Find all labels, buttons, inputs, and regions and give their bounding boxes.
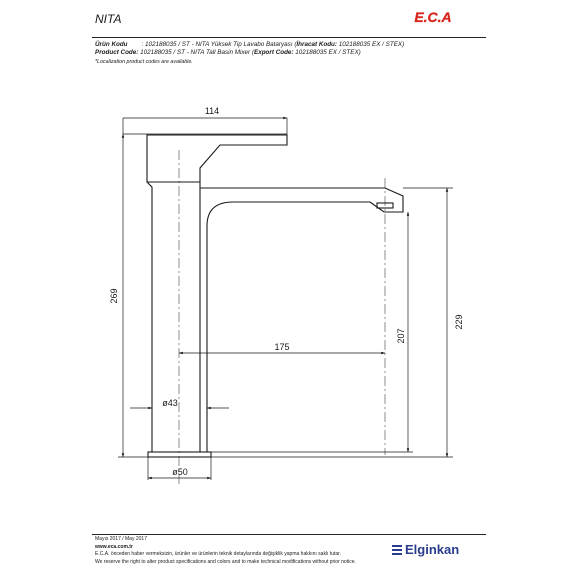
logo-text: E.C.A <box>414 9 452 25</box>
elginkan-brand <box>392 542 459 557</box>
faucet-spout <box>200 188 403 212</box>
footer-divider <box>92 534 486 535</box>
faucet-body <box>147 182 370 452</box>
dim-269-label: 269 <box>109 288 119 304</box>
export-code-en-label: Export Code: <box>254 49 294 57</box>
dim-229-label: 229 <box>454 314 464 330</box>
faucet-base <box>148 452 211 457</box>
export-code-en-value: 102188035 EX / STEX) <box>293 49 361 57</box>
footer-disclaimer-tr: E.C.A. önceden haber vermeksizin, ürünler ve ürünlerin teknik detaylarında değişiklik yapma hakkını saklı tutar. <box>95 551 341 558</box>
dim-43-label: ø43 <box>162 398 178 408</box>
brand-name: Elginkan <box>405 542 460 557</box>
footer-date: Mayıs 2017 / May 2017 <box>95 536 147 542</box>
product-code-en-label: Product Code: <box>95 49 139 57</box>
dim-175-label: 175 <box>274 342 290 352</box>
page-title: NITA <box>95 12 122 26</box>
footer <box>95 536 356 566</box>
dimension-lines <box>118 118 453 480</box>
product-code-tr-value: : 102188035 / ST - NITA Yüksek Tip Lavabo Bataryası ( <box>141 41 297 48</box>
product-code-en-value: 102188035 / ST - NITA Tall Basin Mixer ( <box>138 49 254 57</box>
footer-url[interactable]: www.eca.com.tr <box>95 543 133 550</box>
localization-note: *Localization product codes are available. <box>95 58 193 65</box>
footer-disclaimer-en: We reserve the right to alter product specifications and colors and to make technical modifications without prior notice. <box>95 558 356 565</box>
elginkan-logo-icon <box>392 545 402 555</box>
export-code-tr-value: 102188035 EX / STEX) <box>337 41 405 48</box>
dim-114-label: 114 <box>204 106 220 116</box>
faucet-handle <box>147 135 287 182</box>
faucet-outline <box>147 135 403 457</box>
dim-50-label: ø50 <box>172 467 188 477</box>
centerlines <box>179 150 385 486</box>
product-code-tr-label: Ürün Kodu <box>95 41 128 48</box>
export-code-tr-label: İhracat Kodu: <box>296 41 338 48</box>
dim-207-label: 207 <box>396 328 406 344</box>
